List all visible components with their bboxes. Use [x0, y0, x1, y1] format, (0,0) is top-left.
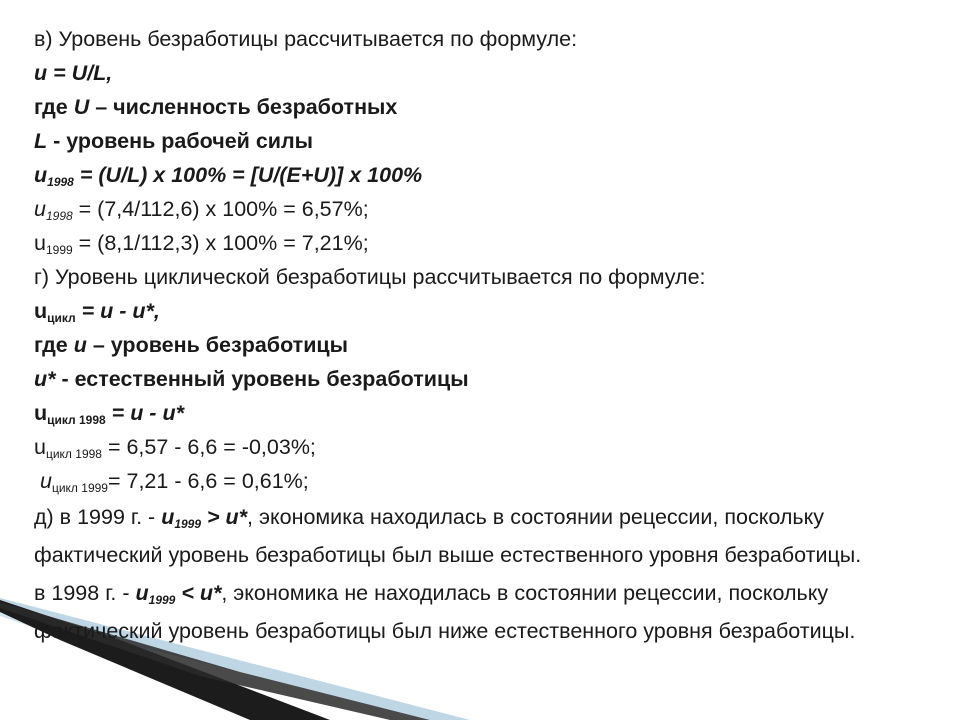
calc-text: = 6,57 - 6,6 = -0,03%;	[101, 435, 316, 459]
calc-text: = (8,1/112,3) x 100% = 7,21%;	[72, 231, 369, 255]
formula-text: = (U/L) x 100% = [U/(E+U)] x 100%	[73, 163, 423, 187]
conclusion-text: , экономика не находилась в состоянии рецессии, поскольку фактический уровень безработицы был ниже естественного уровня безработицы.	[34, 581, 856, 643]
calc-subscript: 1999	[45, 243, 73, 257]
formula-line	[34, 56, 944, 90]
definition-line	[34, 124, 944, 158]
calc-line	[34, 430, 944, 464]
calc-text: = 7,21 - 6,6 = 0,61%;	[107, 469, 309, 493]
def-symbol: u	[73, 333, 87, 357]
conclusion-paragraph	[34, 498, 944, 574]
text-line	[34, 22, 944, 56]
conclusion-subscript: 1999	[148, 593, 176, 607]
calc-var: u	[34, 435, 46, 459]
def-text: - естественный уровень безработицы	[55, 367, 469, 391]
definition-line	[34, 328, 944, 362]
formula-subscript: цикл 1998	[47, 413, 106, 427]
def-symbol: u*	[34, 367, 56, 391]
formula-subscript: 1998	[47, 175, 74, 189]
def-symbol: U	[73, 95, 90, 119]
calc-var: u	[40, 469, 52, 493]
definition-line	[34, 90, 944, 124]
line-text: г) Уровень циклической безработицы рассчитывается по формуле:	[34, 265, 706, 289]
formula-var: u	[34, 163, 48, 187]
conclusion-paragraph	[34, 574, 944, 650]
def-text: – численность безработных	[89, 95, 398, 119]
conclusion-subscript: 1999	[174, 517, 202, 531]
formula-var: u	[34, 401, 48, 425]
formula-var: u	[34, 299, 48, 323]
formula-text: = u - u*	[105, 401, 184, 425]
def-prefix: где	[34, 333, 74, 357]
formula-text: = u - u*,	[75, 299, 160, 323]
conclusion-prefix: в 1998 г. -	[34, 581, 136, 605]
calc-line	[34, 464, 944, 498]
calc-text: = (7,4/112,6) x 100% = 6,57%;	[72, 197, 369, 221]
def-text: – уровень безработицы	[86, 333, 348, 357]
formula-subscript: цикл	[47, 311, 76, 325]
conclusion-text: , экономика находилась в состоянии рецессии, поскольку фактический уровень безработицы был выше естественного уровня безработицы.	[34, 505, 862, 567]
formula-text: u = U/L,	[34, 61, 113, 85]
calc-subscript: цикл 1999	[51, 481, 108, 495]
calc-var: u	[34, 231, 46, 255]
conclusion-operator: > u*	[201, 505, 248, 529]
conclusion-var: u	[161, 505, 175, 529]
conclusion-prefix: д) в 1999 г. -	[34, 505, 162, 529]
definition-line	[34, 362, 944, 396]
def-symbol: L	[34, 129, 48, 153]
conclusion-operator: < u*	[175, 581, 222, 605]
calc-var: u	[34, 197, 46, 221]
calc-line	[34, 192, 944, 226]
slide-content	[34, 22, 944, 650]
conclusion-var: u	[135, 581, 149, 605]
text-line	[34, 260, 944, 294]
def-prefix: где	[34, 95, 74, 119]
formula-line	[34, 396, 944, 430]
def-text: - уровень рабочей силы	[47, 129, 314, 153]
formula-line	[34, 294, 944, 328]
line-text: в) Уровень безработицы рассчитывается по формуле:	[34, 27, 578, 51]
calc-line	[34, 226, 944, 260]
formula-line	[34, 158, 944, 192]
calc-subscript: цикл 1998	[45, 447, 102, 461]
calc-subscript: 1998	[45, 209, 73, 223]
